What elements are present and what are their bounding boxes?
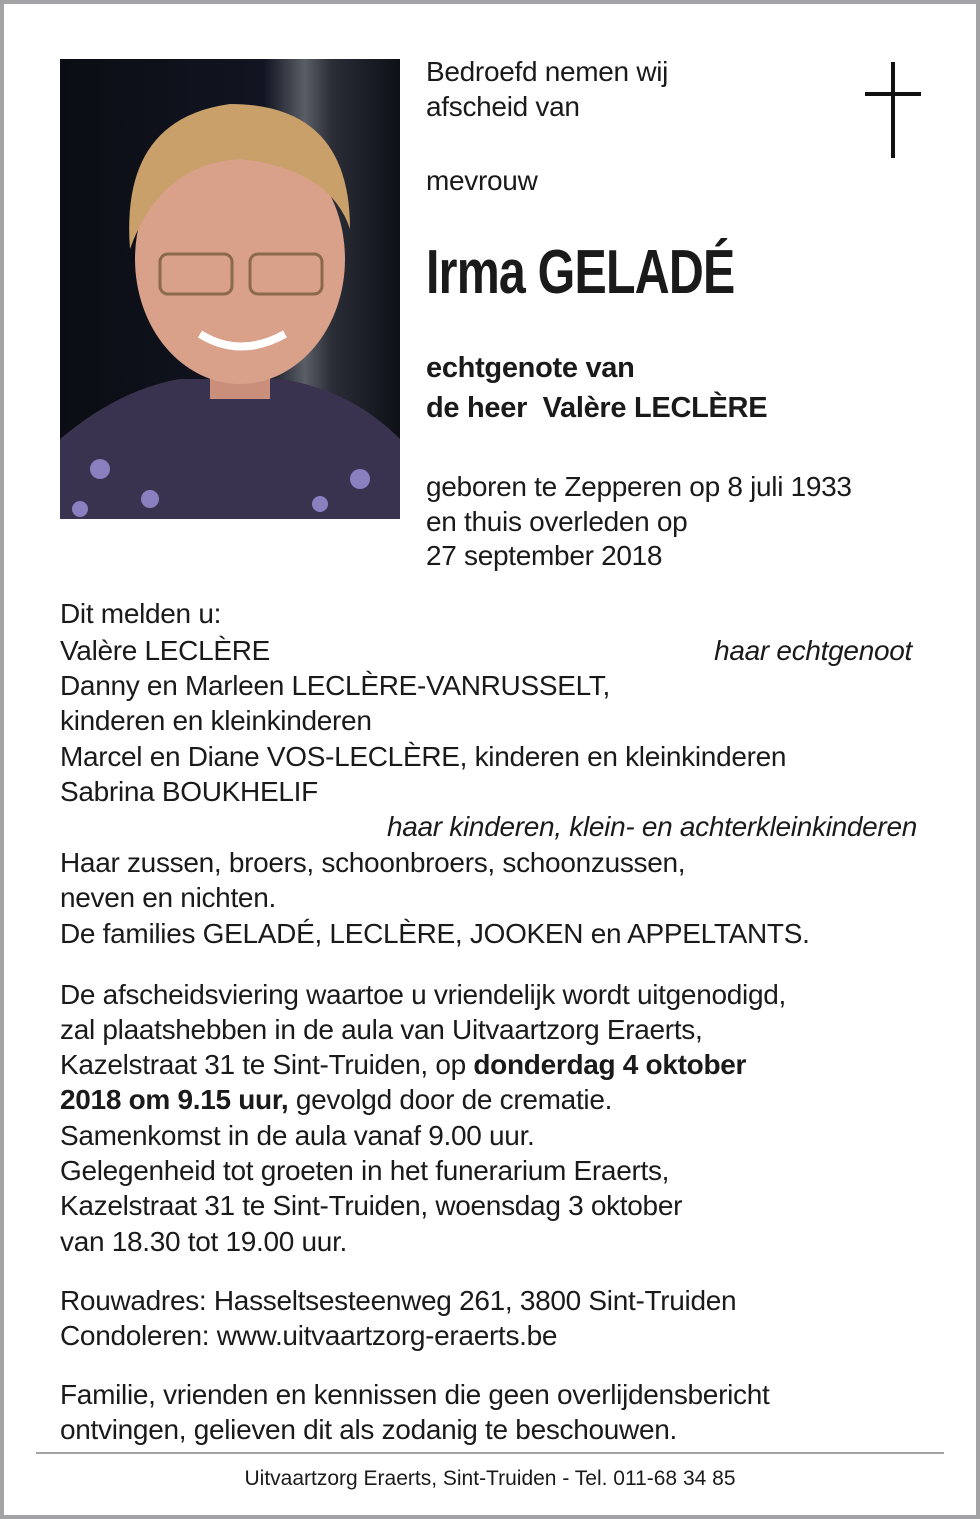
divider xyxy=(36,1452,944,1454)
family-role: haar echtgenoot xyxy=(714,635,912,666)
ceremony-line xyxy=(60,1082,612,1117)
family-line: Danny en Marleen LECLÈRE-VANRUSSELT, xyxy=(60,670,610,701)
cross-icon xyxy=(891,62,895,158)
deceased-name: Irma GELADÉ xyxy=(426,238,735,307)
spouse-line: de heer Valère LECLÈRE xyxy=(426,392,768,424)
ceremony-line: zal plaatshebben in de aula van Uitvaartzorg Eraerts, xyxy=(60,1014,703,1045)
spouse-line: echtgenote van xyxy=(426,352,635,384)
ceremony-line xyxy=(60,1047,746,1082)
ceremony-date: donderdag 4 oktober xyxy=(473,1049,747,1080)
intro-line: afscheid van xyxy=(426,91,580,122)
family-line: De families GELADÉ, LECLÈRE, JOOKEN en APPELTANTS. xyxy=(60,918,810,949)
ceremony-time: 2018 om 9.15 uur, xyxy=(60,1084,289,1115)
cross-icon-bar xyxy=(865,92,921,96)
closing-line: ontvingen, gelieven dit als zodanig te beschouwen. xyxy=(60,1414,677,1445)
family-line: Haar zussen, broers, schoonbroers, schoonzussen, xyxy=(60,847,686,878)
intro-line: Bedroefd nemen wij xyxy=(426,56,669,87)
born-line: geboren te Zepperen op 8 juli 1933 xyxy=(426,471,852,502)
family-intro: Dit melden u: xyxy=(60,598,222,629)
family-line: Valère LECLÈRE xyxy=(60,635,271,666)
ceremony-line: van 18.30 tot 19.00 uur. xyxy=(60,1226,348,1257)
ceremony-text: gevolgd door de crematie. xyxy=(288,1084,613,1115)
mourning-address: Rouwadres: Hasseltsesteenweg 261, 3800 Sint-Truiden xyxy=(60,1285,737,1316)
family-role: haar kinderen, klein- en achterkleinkinderen xyxy=(386,811,917,842)
born-line: 27 september 2018 xyxy=(426,540,663,571)
ceremony-line: Gelegenheid tot groeten in het funerarium Eraerts, xyxy=(60,1155,670,1186)
ceremony-line: Kazelstraat 31 te Sint-Truiden, woensdag 3 oktober xyxy=(60,1190,683,1221)
ceremony-line: De afscheidsviering waartoe u vriendelijk wordt uitgenodigd, xyxy=(60,979,786,1010)
closing-line: Familie, vrienden en kennissen die geen overlijdensbericht xyxy=(60,1379,770,1410)
family-line: Marcel en Diane VOS-LECLÈRE, kinderen en kleinkinderen xyxy=(60,741,787,772)
family-line: neven en nichten. xyxy=(60,882,276,913)
title: mevrouw xyxy=(426,165,538,196)
family-line: Sabrina BOUKHELIF xyxy=(60,776,318,807)
family-line: kinderen en kleinkinderen xyxy=(60,705,372,736)
born-line: en thuis overleden op xyxy=(426,506,688,537)
ceremony-line: Samenkomst in de aula vanaf 9.00 uur. xyxy=(60,1120,535,1151)
portrait-photo xyxy=(60,59,400,519)
condolence-link[interactable]: Condoleren: www.uitvaartzorg-eraerts.be xyxy=(60,1320,558,1351)
footer-funeral-home: Uitvaartzorg Eraerts, Sint-Truiden - Tel. 011-68 34 85 xyxy=(244,1467,736,1490)
ceremony-text: Kazelstraat 31 te Sint-Truiden, op xyxy=(60,1049,474,1080)
